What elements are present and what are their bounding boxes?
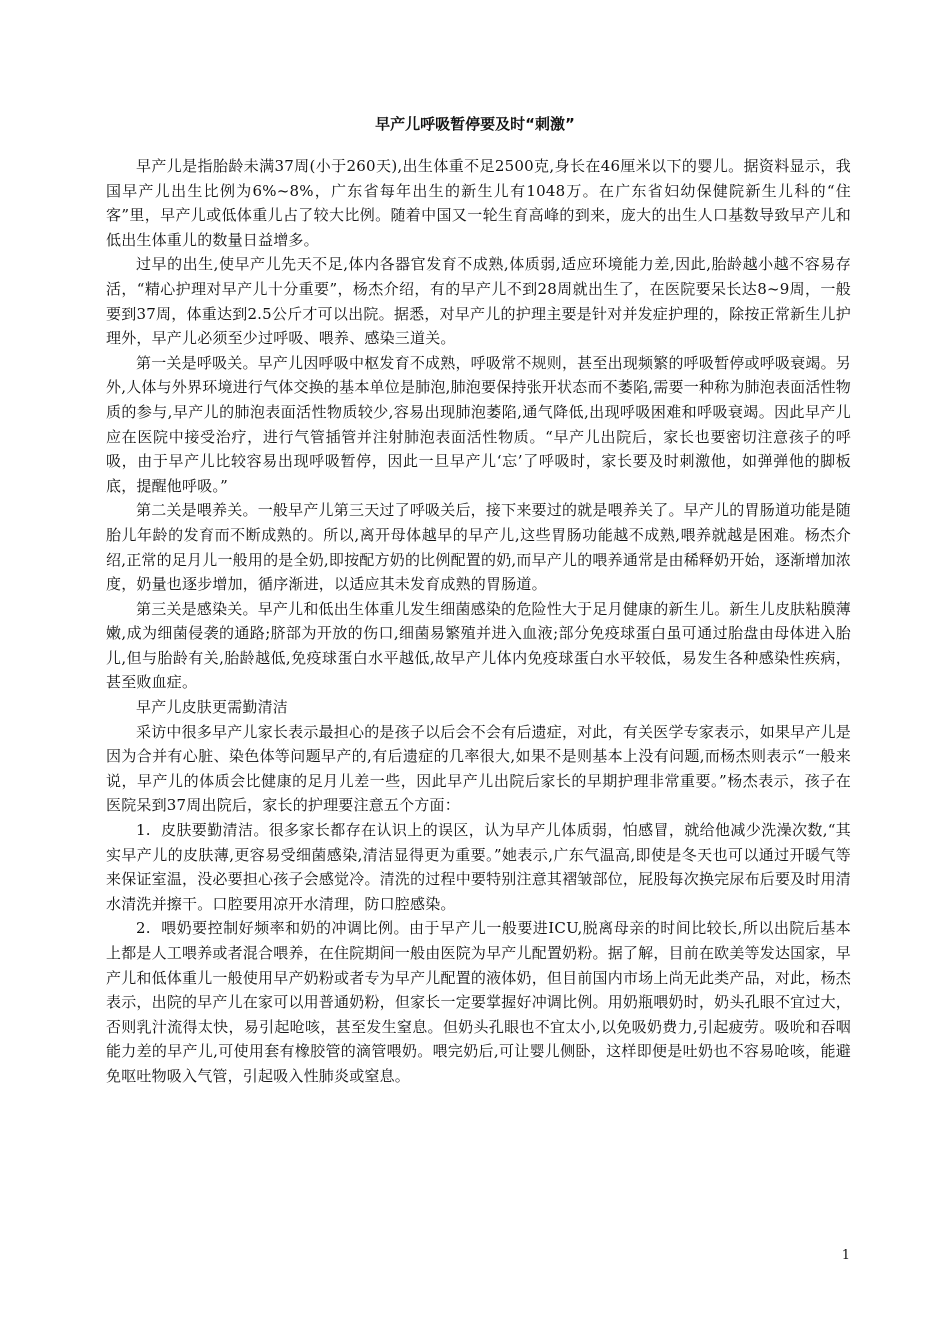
section-heading-skin: 早产儿皮肤更需勤清洁 — [136, 698, 289, 717]
paragraph-feeding: 第二关是喂养关。一般早产儿第三天过了呼吸关后，接下来要过的就是喂养关了。早产儿的胃肠道功能是随胎儿年龄的发育而不断成熟的。所以,离开母体越早的早产儿,这些胃肠功能越不成熟,喂养就越是困难。杨杰介绍,正常的足月儿一般用的是全奶,即按配方奶的比例配置的奶,而早产儿的喂养通常是由稀释奶开始，逐渐增加浓度，奶量也逐步增加，循序渐进，以适应其未发育成熟的胃肠道。 — [106, 501, 851, 594]
paragraph-aftercare: 采访中很多早产儿家长表示最担心的是孩子以后会不会有后遗症，对此，有关医学专家表示，如果早产儿是因为合并有心脏、染色体等问题早产的,有后遗症的几率很大,如果不是则基本上没有问题,而杨杰则表示“一般来说，早产儿的体质会比健康的足月儿差一些，因此早产儿出院后家长的早期护理非常重要。”杨杰表示，孩子在医院呆到37周出院后，家长的护理要注意五个方面： — [106, 722, 851, 815]
paragraph-infection: 第三关是感染关。早产儿和低出生体重儿发生细菌感染的危险性大于足月健康的新生儿。新生儿皮肤粘膜薄嫩,成为细菌侵袭的通路;脐部为开放的伤口,细菌易繁殖并进入血液;部分免疫球蛋白虽可通过胎盘由母体进入胎儿,但与胎龄有关,胎龄越低,免疫球蛋白水平越低,故早产儿体内免疫球蛋白水平较低，易发生各种感染性疾病，甚至败血症。 — [106, 599, 851, 692]
page-number: 1 — [841, 1248, 850, 1263]
list-item-skin-cleaning: 1. 皮肤要勤清洁。很多家长都存在认识上的误区，认为早产儿体质弱，怕感冒，就给他减少洗澡次数,“其实早产儿的皮肤薄,更容易受细菌感染,清洁显得更为重要。”她表示,广东气温高,即使是冬天也可以通过开暖气等来保证室温，没必要担心孩子会感觉冷。清洗的过程中要特别注意其褶皱部位，屁股每次换完尿布后要及时用清水清洗并擦干。口腔要用凉开水清理，防口腔感染。 — [106, 821, 851, 913]
paragraph-breathing: 第一关是呼吸关。早产儿因呼吸中枢发育不成熟，呼吸常不规则，甚至出现频繁的呼吸暂停或呼吸衰竭。另外,人体与外界环境进行气体交换的基本单位是肺泡,肺泡要保持张开状态而不萎陷,需要一种称为肺泡表面活性物质的参与,早产儿的肺泡表面活性物质较少,容易出现肺泡萎陷,通气降低,出现呼吸困难和呼吸衰竭。因此早产儿应在医院中接受治疗，进行气管插管并注射肺泡表面活性物质。“早产儿出院后，家长也要密切注意孩子的呼吸，由于早产儿比较容易出现呼吸暂停，因此一旦早产儿‘忘’了呼吸时，家长要及时刺激他，如弹弹他的脚板底，提醒他呼吸。” — [106, 353, 851, 495]
paragraph-intro: 早产儿是指胎龄未满37周(小于260天),出生体重不足2500克,身长在46厘米以下的婴儿。据资料显示，我国早产儿出生比例为6%~8%，广东省每年出生的新生儿有1048万。在广东省妇幼保健院新生儿科的“住客”里，早产儿或低体重儿占了较大比例。随着中国又一轮生育高峰的到来，庞大的出生人口基数导致早产儿和低出生体重儿的数量日益增多。 — [106, 157, 851, 249]
paragraph-early-birth: 过早的出生,使早产儿先天不足,体内各器官发育不成熟,体质弱,适应环境能力差,因此,胎龄越小越不容易存活，“精心护理对早产儿十分重要”，杨杰介绍，有的早产儿不到28周就出生了，在医院要呆长达8~9周，一般要到37周，体重达到2.5公斤才可以出院。据悉，对早产儿的护理主要是针对并发症护理的，除按正常新生儿护理外，早产儿必须至少过呼吸、喂养、感染三道关。 — [106, 255, 851, 348]
document-title: 早产儿呼吸暂停要及时“刺激” — [375, 115, 575, 133]
document-body — [106, 154, 851, 1089]
list-item-feeding-control: 2. 喂奶要控制好频率和奶的冲调比例。由于早产儿一般要进ICU,脱离母亲的时间比较长,所以出院后基本上都是人工喂养或者混合喂养，在住院期间一般由医院为早产儿配置奶粉。据了解，目前在欧美等发达国家，早产儿和低体重儿一般使用早产奶粉或者专为早产儿配置的液体奶，但目前国内市场上尚无此类产品，对此，杨杰表示，出院的早产儿在家可以用普通奶粉，但家长一定要掌握好冲调比例。用奶瓶喂奶时，奶头孔眼不宜过大，否则乳汁流得太快，易引起呛咳，甚至发生窒息。但奶头孔眼也不宜太小,以免吸奶费力,引起疲劳。吸吮和吞咽能力差的早产儿,可使用套有橡胶管的滴管喂奶。喂完奶后,可让婴儿侧卧，这样即便是吐奶也不容易呛咳，能避免呕吐物吸入气管，引起吸入性肺炎或窒息。 — [106, 919, 851, 1085]
